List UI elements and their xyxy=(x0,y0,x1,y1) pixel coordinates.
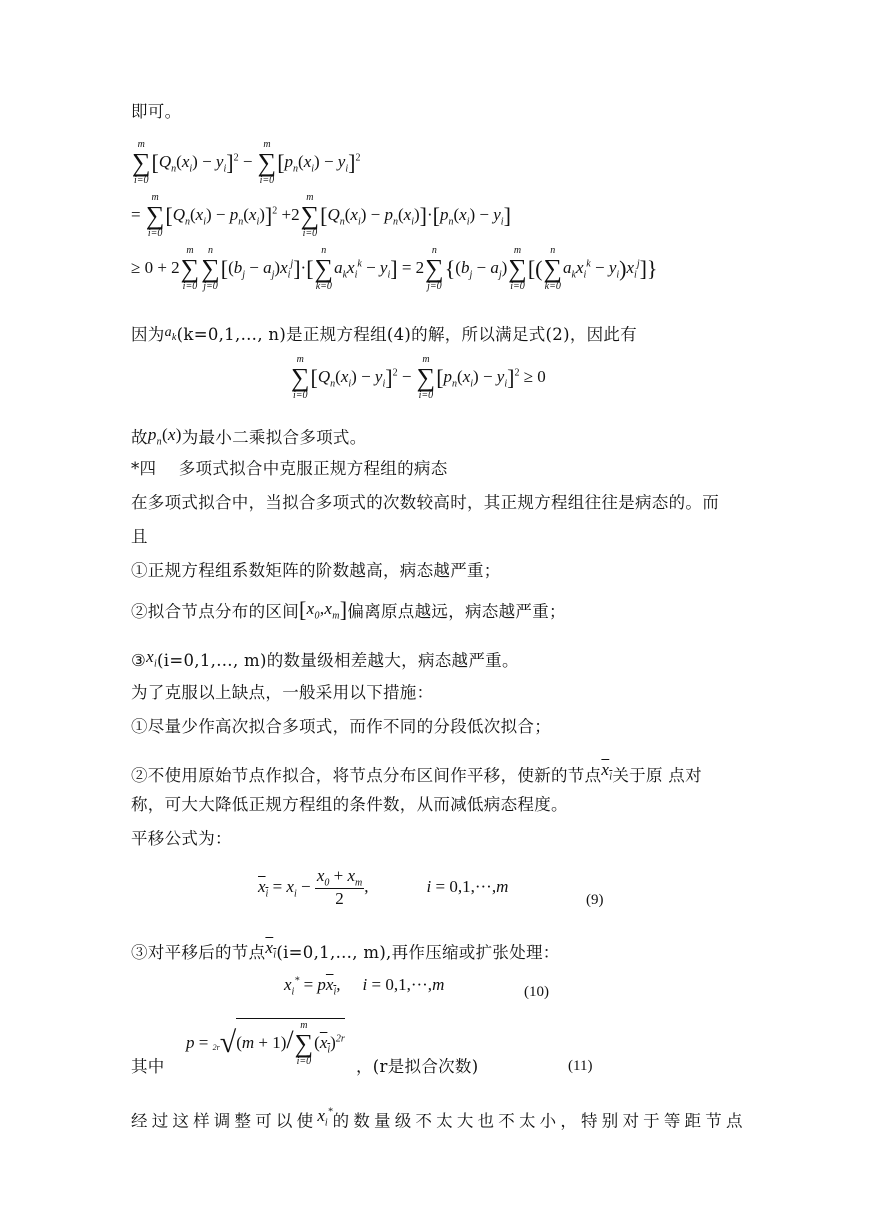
paragraph-line: 平移公式为： xyxy=(131,829,232,848)
paragraph-line: 为了克服以上缺点，一般采用以下措施： xyxy=(131,683,434,702)
equation-p-definition: p = $_{2r}$√(m + 1)/ m ∑ i=0 $(x_i)^{2r}$ xyxy=(186,1020,345,1067)
text-line: 其中 xyxy=(131,1057,165,1076)
paragraph-line: 经过这样调整可以使$x_i^*$的数量级不太大也不太小，特别对于等距节点 xyxy=(131,1105,747,1131)
equation-number: (11) xyxy=(568,1058,593,1074)
paragraph-line: 且 xyxy=(131,527,148,546)
equation-row-2: = m ∑ i=0 $[Q_n(x_i) - p_n(x_i)]^2 +2$ m ∑ i=0 $[Q_n(x_i) - p_n(x_i)]\cdot[p_n(x_i) - y_i]$ xyxy=(131,192,511,239)
equation-row-3: ≥ 0 + 2 m ∑ i=0 n ∑ j=0 $[(b_j - a_j)x_i^j]\cdot$[ n ∑ k=0 $a_kx_i^k - y_i] = 2$ n ∑ j=0 {$(b_j - a_j)$ m ∑ i=0 [( n ∑ k=0 $a_kx_i^k - y_i)x_i^j$]} xyxy=(131,245,658,292)
list-item: ③对平移后的节点$x_i(i=0,1,\dots$, m),再作压缩或扩张处理： xyxy=(131,938,560,962)
equation-number: (9) xyxy=(586,892,604,908)
equation-row-1: m ∑ i=0 $[Q_n(x_i) - y_i]^2$ − m ∑ i=0 $[p_n(x_i) - y_i]^2$ xyxy=(132,139,361,186)
list-item: ①正规方程组系数矩阵的阶数越高，病态越严重； xyxy=(131,561,501,580)
paragraph-line: 在多项式拟合中，当拟合多项式的次数较高时，其正规方程组往往是病态的。而 xyxy=(131,493,719,512)
text-line: 故$p_n(x)$为最小二乘拟合多项式。 xyxy=(131,425,367,448)
paragraph-line: 称，可大大降低正规方程组的条件数，从而减低病态程度。 xyxy=(131,795,568,814)
list-item: ①尽量少作高次拟合多项式，而作不同的分段低次拟合； xyxy=(131,717,551,736)
list-item: ②不使用原始节点作拟合，将节点分布区间作平移，使新的节点$x_i$关于原 点对 xyxy=(131,760,702,785)
text-line: 即可。 xyxy=(131,102,182,121)
equation-scale: $x_i^* = px_i$, i = 0,1,···,m xyxy=(284,975,445,998)
section-heading: *四 多项式拟合中克服正规方程组的病态 xyxy=(131,459,448,478)
equation-shift: $x_i = x_i$ − $\frac{x_0 + x_m}{2}$ , i = 0,1,···,m xyxy=(258,866,509,909)
text-line: 因为$^{a_k}$(k=0,1,…, n)是正规方程组(4)的解，所以满足式(2)，因此有 xyxy=(131,325,638,344)
equation-number: (10) xyxy=(524,984,549,1000)
list-item: $③x_i(i=0,1,\dots$, m)的数量级相差越大，病态越严重。 xyxy=(131,647,519,670)
list-item: ②拟合节点分布的区间$[x_0,x_m]$偏离原点越远，病态越严重； xyxy=(131,597,566,623)
equation-inequality: m ∑ i=0 $[Q_n(x_i) - y_i]^2$ − m ∑ i=0 $[p_n(x_i) - y_i]^2 \ge 0$ xyxy=(291,354,546,401)
text-line: ，(r是拟合次数) xyxy=(356,1057,479,1076)
